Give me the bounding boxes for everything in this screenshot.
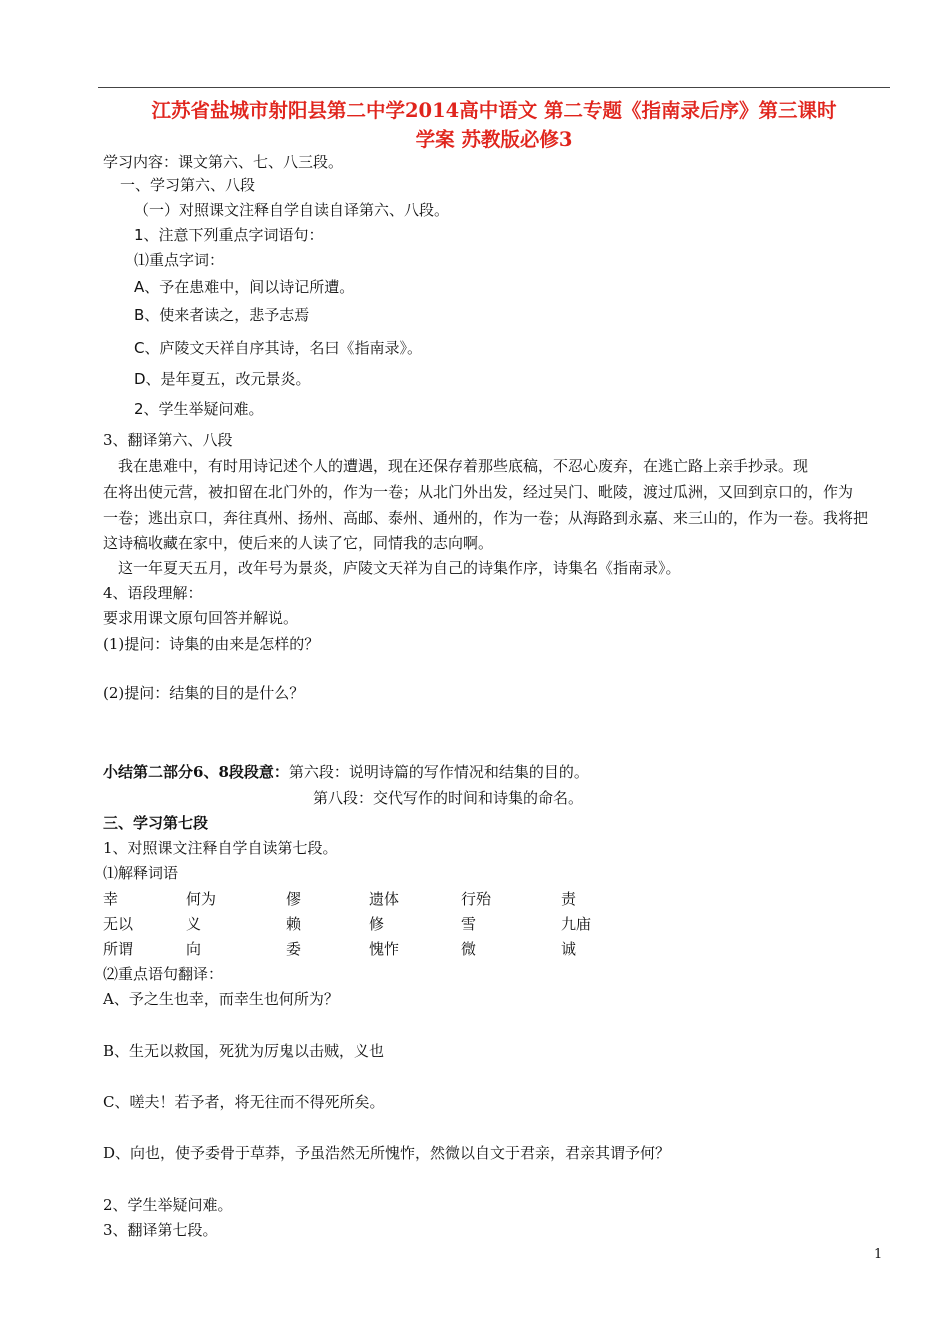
document-title-line2: 学案 苏教版必修3 <box>415 128 573 151</box>
vocab-word: 愧怍 <box>369 940 400 958</box>
keyword-b: B、使来者读之，悲予志焉 <box>134 306 310 324</box>
vocab-word: 微 <box>461 940 477 958</box>
vocab-word: 僇 <box>286 890 302 908</box>
vocab-word: 委 <box>286 940 302 958</box>
section1-item1: 1、注意下列重点字词语句： <box>134 226 324 244</box>
vocab-word: 向 <box>186 940 202 958</box>
page-number: 1 <box>874 1247 883 1262</box>
section1-item4: 4、语段理解： <box>103 584 203 602</box>
vocab-word: 九庙 <box>561 915 592 933</box>
section1-item3: 3、翻译第六、八段 <box>103 431 233 449</box>
vocab-word: 诚 <box>561 940 577 958</box>
sentence-c: C、嗟夫！若予者，将无往而不得死所矣。 <box>103 1093 385 1111</box>
section1-heading: 一、学习第六、八段 <box>120 176 256 194</box>
translation-line-3: 一卷；逃出京口，奔往真州、扬州、高邮、泰州、通州的，作为一卷；从海路到永嘉、来三山的，作为一卷。我将把 <box>103 509 869 527</box>
section3-item3: 3、翻译第七段。 <box>103 1221 218 1239</box>
vocab-word: 修 <box>369 915 385 933</box>
section1-item2: 2、学生举疑问难。 <box>134 400 264 418</box>
question-2: (2)提问：结集的目的是什么？ <box>103 684 305 702</box>
header-rule <box>98 87 890 88</box>
vocab-word: 赖 <box>286 915 302 933</box>
vocab-word: 雪 <box>461 915 477 933</box>
question-1: (1)提问：诗集的由来是怎样的？ <box>103 635 320 653</box>
sentence-a: A、予之生也幸，而幸生也何所为？ <box>103 990 339 1008</box>
translation-line-4: 这诗稿收藏在家中，使后来的人读了它，同情我的志向啊。 <box>103 534 494 552</box>
requirement: 要求用课文原句回答并解说。 <box>103 609 299 627</box>
vocab-word: 义 <box>186 915 202 933</box>
vocab-word: 遗体 <box>369 890 400 908</box>
translation-line-5: 这一年夏天五月，改年号为景炎，庐陵文天祥为自己的诗集作序，诗集名《指南录》。 <box>118 559 681 577</box>
vocab-word: 幸 <box>103 890 119 908</box>
summary-label: 小结第二部分6、8段段意： <box>103 763 289 781</box>
section3-item2: 2、学生举疑问难。 <box>103 1196 233 1214</box>
section3-item1: 1、对照课文注释自学自读第七段。 <box>103 839 338 857</box>
section1-subheading: （一）对照课文注释自学自读自译第六、八段。 <box>134 201 450 219</box>
keyword-c: C、庐陵文天祥自序其诗，名曰《指南录》。 <box>134 339 422 357</box>
sentence-translation-label: ⑵重点语句翻译： <box>103 965 224 983</box>
vocab-word: 行殆 <box>461 890 492 908</box>
sentence-d: D、向也，使予委骨于草莽，予虽浩然无所愧怍，然微以自文于君亲，君亲其谓予何？ <box>103 1144 671 1162</box>
summary-para8: 第八段：交代写作的时间和诗集的命名。 <box>313 789 584 807</box>
summary <box>103 761 589 782</box>
vocab-word: 所谓 <box>103 940 134 958</box>
study-content: 学习内容：课文第六、七、八三段。 <box>103 153 344 171</box>
summary-para6: 第六段：说明诗篇的写作情况和结集的目的。 <box>288 763 589 781</box>
document-title-line1: 江苏省盐城市射阳县第二中学2014高中语文 第二专题《指南录后序》第三课时 <box>151 99 837 122</box>
keywords-label: ⑴重点字词： <box>134 251 225 269</box>
keyword-d: D、是年夏五，改元景炎。 <box>134 370 311 388</box>
translation-line-2: 在将出使元营，被扣留在北门外的，作为一卷；从北门外出发，经过吴门、毗陵，渡过瓜洲，又回到京口的，作为 <box>103 483 854 501</box>
translation-line-1: 我在患难中，有时用诗记述个人的遭遇，现在还保存着那些底稿，不忍心废弃，在逃亡路上亲手抄录。现 <box>118 457 809 475</box>
vocab-word: 责 <box>561 890 577 908</box>
keyword-a: A、予在患难中，间以诗记所遭。 <box>134 278 355 296</box>
vocab-label: ⑴解释词语 <box>103 864 179 882</box>
sentence-b: B、生无以救国，死犹为厉鬼以击贼，义也 <box>103 1042 385 1060</box>
vocab-word: 无以 <box>103 915 134 933</box>
vocab-word: 何为 <box>186 890 217 908</box>
section3-heading: 三、学习第七段 <box>103 814 209 832</box>
